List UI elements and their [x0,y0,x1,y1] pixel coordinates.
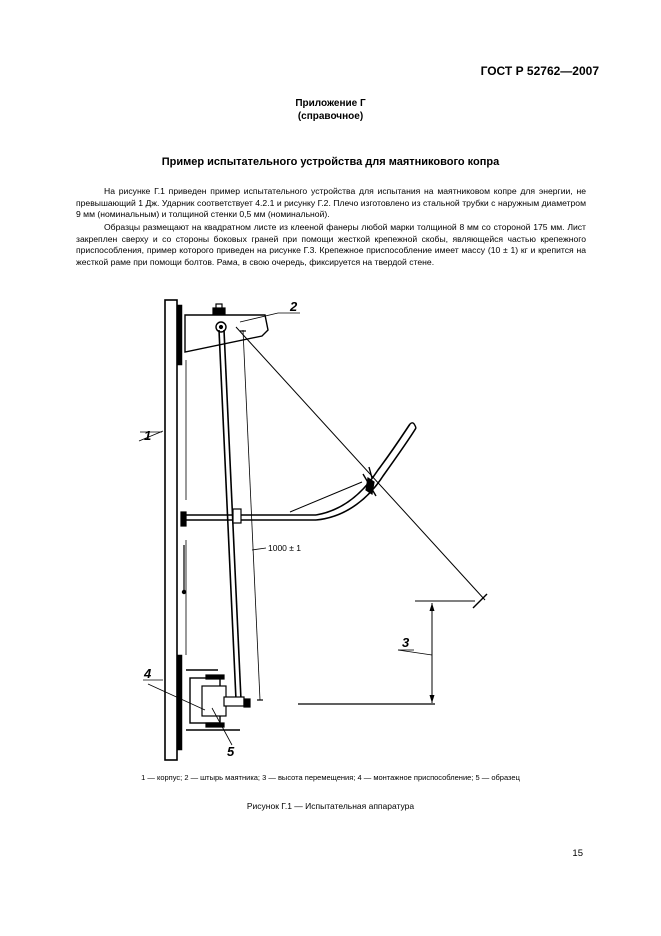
annex-title: Приложение Г [295,98,366,109]
paragraph-2: Образцы размещают на квадратном листе из клееной фанеры любой марки толщиной 8 мм со стороной 175 мм. Лист закреплен сверху и со стороны боковых граней при помощи жесткой крепежной скобы, являющейся частью крепежного приспособления, пример которого приведен на рисунке Г.3. Крепежное приспособление имеет массу (10 ± 1) кг и крепится на жесткой раме при помощи болтов. Рама, в свою очередь, фиксируется на твердой стене. [76,222,586,267]
height-dimension [298,603,435,704]
section-title: Пример испытательного устройства для маятникового копра [161,156,500,168]
top-bracket [185,304,268,352]
callout-1: 1 [144,428,152,443]
figure-caption: Рисунок Г.1 — Испытательная аппаратура [246,801,415,811]
raised-pendulum [181,423,416,526]
page-number: 15 [572,848,583,859]
callout-4: 4 [144,666,152,681]
paragraph-1: На рисунке Г.1 приведен пример испытательного устройства для испытания на маятниковом копре для энергии, не превышающий 1 Дж. Ударник соответствует 4.2.1 и рисунку Г.2. Плечо изготовлено из стальной трубки с наружным диаметром 9 мм (номинальным) и толщиной стенки 0,5 мм (номинальной). [76,186,586,220]
annex-subtitle: (справочное) [297,111,364,122]
document-code: ГОСТ Р 52762—2007 [480,64,599,78]
callout-3: 3 [402,635,410,650]
dimension-label: 1000 ± 1 [268,543,302,553]
frame-body [165,300,186,760]
figure-legend: 1 — корпус; 2 — штырь маятника; 3 — высота перемещения; 4 — монтажное приспособление; 5 — образец [141,773,520,782]
swing-line [236,327,485,600]
callout-5: 5 [227,744,235,759]
callout-2: 2 [290,299,298,314]
